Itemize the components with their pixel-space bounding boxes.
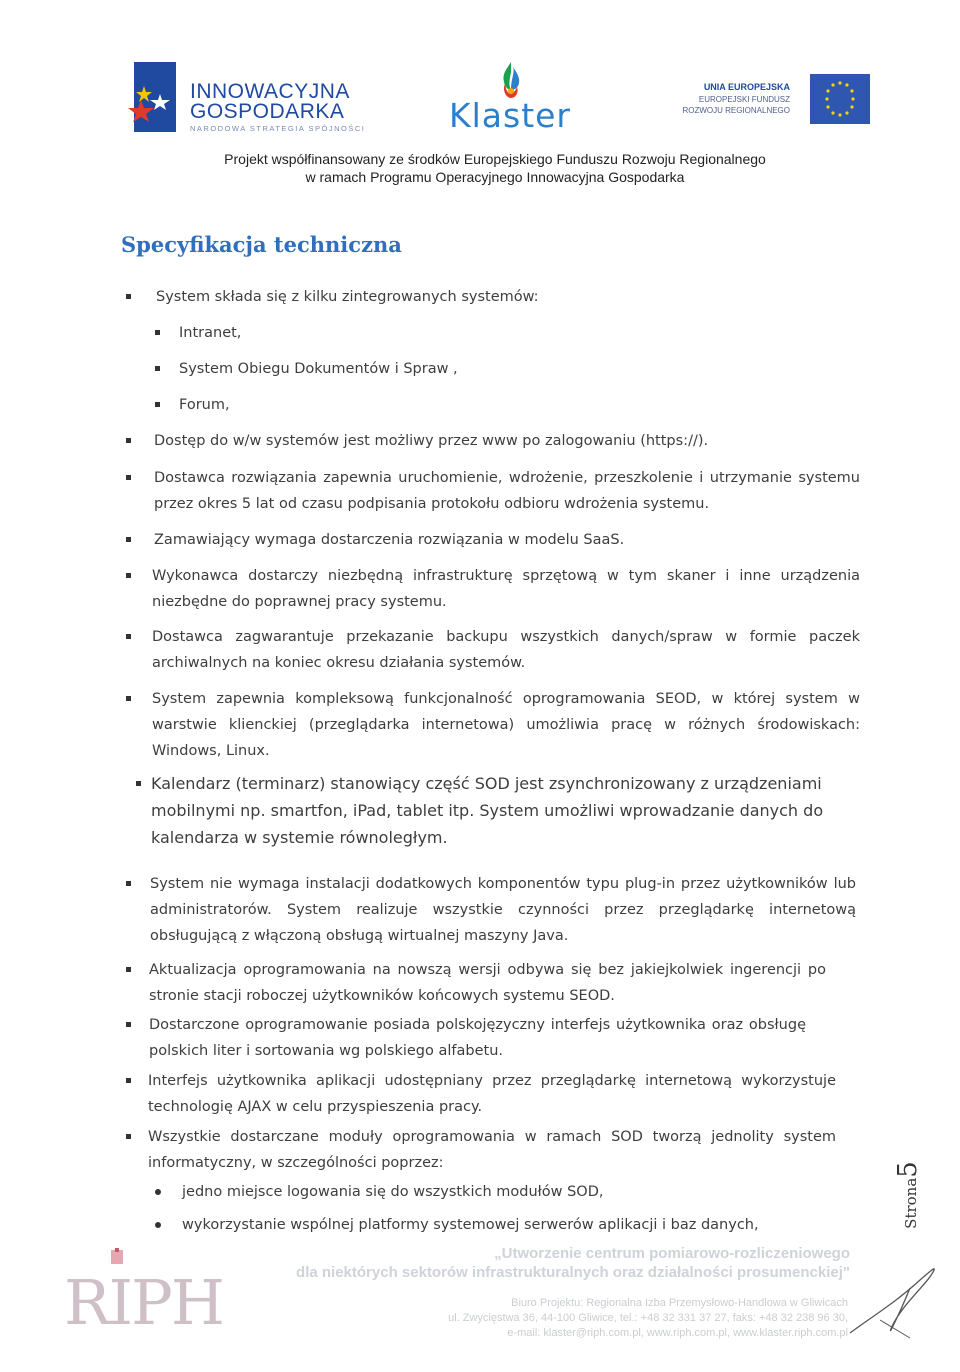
list-item [126, 871, 856, 949]
list-item [155, 392, 855, 418]
page-label: Strona [901, 1177, 920, 1229]
klaster-logo [430, 60, 590, 140]
item-text: Forum, [179, 397, 230, 413]
list-item [126, 1068, 836, 1120]
ig-sub: NARODOWA STRATEGIA SPÓJNOŚCI [190, 124, 366, 133]
list-item [126, 284, 866, 310]
list-item [155, 356, 855, 382]
ue-line3: ROZWOJU REGIONALNEGO [682, 106, 790, 115]
ue-line1: UNIA EUROPEJSKA [703, 82, 790, 92]
ig-line2: GOSPODARKA [190, 100, 345, 123]
item-text: System nie wymaga instalacji dodatkowych komponentów typu plug-in przez użytkowników lub administratorów. System realizuje wszystkie czynności przez przeglądarkę internetową obsługującą z włączoną obsługą wirtualnej maszyny Java. [150, 876, 856, 944]
item-text: Dostawca zagwarantuje przekazanie backupu wszystkich danych/spraw w formie paczek archiwalnych na koniec okresu działania systemów. [152, 629, 860, 671]
list-item [126, 624, 860, 676]
eu-flag-icon [810, 74, 870, 124]
bullet-icon [126, 537, 131, 542]
innowacyjna-gospodarka-logo [128, 62, 368, 142]
footer-project-title-2: dla niektórych sektorów infrastrukturalnych oraz działalności prosumenckiej" [296, 1264, 850, 1281]
footer-project-title-1: „Utworzenie centrum pomiarowo-rozliczeniowego [494, 1245, 850, 1262]
page-number [880, 1162, 960, 1242]
bullet-icon [155, 366, 160, 371]
item-text: System składa się z kilku zintegrowanych systemów: [156, 289, 539, 305]
eu-logo [665, 74, 870, 130]
list-item [126, 465, 860, 517]
signature-icon [840, 1258, 940, 1348]
bullet-icon [126, 1078, 131, 1083]
list-item [126, 1012, 806, 1064]
list-item [155, 1212, 835, 1238]
bullet-icon [126, 475, 131, 480]
footer-contact: e-mail: klaster@riph.com.pl, www.riph.com.pl, www.klaster.riph.com.pl [507, 1327, 848, 1339]
klaster-name: Klaster [448, 96, 572, 135]
list-item [126, 957, 826, 1009]
list-item [155, 1179, 835, 1205]
item-text: System Obiegu Dokumentów i Spraw , [179, 361, 458, 377]
page-num: 5 [892, 1161, 923, 1178]
ig-flag-icon [128, 62, 180, 132]
item-text: Zamawiający wymaga dostarczenia rozwiązania w modelu SaaS. [154, 532, 625, 548]
page-title: Specyfikacja techniczna [121, 232, 402, 257]
list-item [126, 527, 866, 553]
bullet-icon [126, 573, 131, 578]
bullet-icon [126, 1134, 131, 1139]
ue-line2: EUROPEJSKI FUNDUSZ [698, 95, 790, 104]
item-text: Aktualizacja oprogramowania na nowszą wersji odbywa się bez jakiejkolwiek ingerencji po stronie stacji roboczej użytkowników końcowych systemu SEOD. [149, 962, 826, 1004]
list-item [126, 686, 860, 764]
item-text: wykorzystanie wspólnej platformy systemowej serwerów aplikacji i baz danych, [182, 1217, 759, 1233]
item-text: Intranet, [179, 325, 242, 341]
item-text: Wykonawca dostarczy niezbędną infrastrukturę sprzętową w tym skaner i inne urządzenia niezbędne do poprawnej pracy systemu. [152, 568, 860, 610]
bullet-dot-icon [155, 1222, 161, 1228]
project-line-2: w ramach Programu Operacyjnego Innowacyjna Gospodarka [305, 169, 685, 185]
riph-logo [64, 1248, 224, 1339]
footer-address: ul. Zwycięstwa 36, 44-100 Gliwice, tel.: +48 32 331 37 27, faks: +48 32 238 96 30, [448, 1312, 848, 1324]
bullet-icon [126, 1022, 131, 1027]
item-text: System zapewnia kompleksową funkcjonalność oprogramowania SEOD, w której system w warstwie klienckiej (przeglądarka internetowa) umożliwia pracę w różnych środowiskach: Windows, Linux. [152, 691, 860, 759]
bullet-icon [126, 881, 131, 886]
bullet-icon [126, 634, 131, 639]
bullet-icon [126, 294, 131, 299]
bullet-icon [126, 438, 131, 443]
bullet-icon [155, 330, 160, 335]
flame-icon [496, 60, 526, 100]
list-item [126, 428, 866, 454]
project-line-1: Projekt współfinansowany ze środków Europejskiego Funduszu Rozwoju Regionalnego [224, 151, 766, 167]
riph-text: RIPH [64, 1266, 223, 1339]
list-item [155, 320, 855, 346]
bullet-icon [155, 402, 160, 407]
item-text: Dostarczone oprogramowanie posiada polskojęzyczny interfejs użytkownika oraz obsługę polskich liter i sortowania wg polskiego alfabetu. [149, 1017, 806, 1059]
riph-crest-icon [110, 1248, 124, 1266]
list-item [126, 563, 860, 615]
list-item [126, 1124, 836, 1176]
bullet-icon [126, 696, 131, 701]
item-text: Dostawca rozwiązania zapewnia uruchomienie, wdrożenie, przeszkolenie i utrzymanie systemu przez okres 5 lat od czasu podpisania protokołu odbioru wdrożenia systemu. [154, 470, 860, 512]
item-text: Interfejs użytkownika aplikacji udostępniany przez przeglądarkę internetową wykorzystuje technologię AJAX w celu przyspieszenia pracy. [148, 1073, 836, 1115]
item-text: Dostęp do w/w systemów jest możliwy przez www po zalogowaniu (https://). [154, 433, 709, 449]
bullet-icon [126, 967, 131, 972]
item-text: Wszystkie dostarczane moduły oprogramowania w ramach SOD tworzą jednolity system informatyczny, w szczególności poprzez: [148, 1129, 836, 1171]
bullet-dot-icon [155, 1189, 161, 1195]
ig-line1: INNOWACYJNA [190, 80, 350, 103]
item-text: Kalendarz (terminarz) stanowiący część SOD jest zsynchronizowany z urządzeniami mobilnymi np. smartfon, iPad, tablet itp. System umożliwi wprowadzanie danych do kalendarza w systemie równoległym. [151, 774, 824, 847]
item-text: jedno miejsce logowania się do wszystkich modułów SOD, [182, 1184, 604, 1200]
list-item [126, 770, 826, 851]
footer-office: Biuro Projektu: Regionalna Izba Przemysłowo-Handlowa w Gliwicach [511, 1297, 848, 1309]
bullet-icon [136, 781, 141, 786]
